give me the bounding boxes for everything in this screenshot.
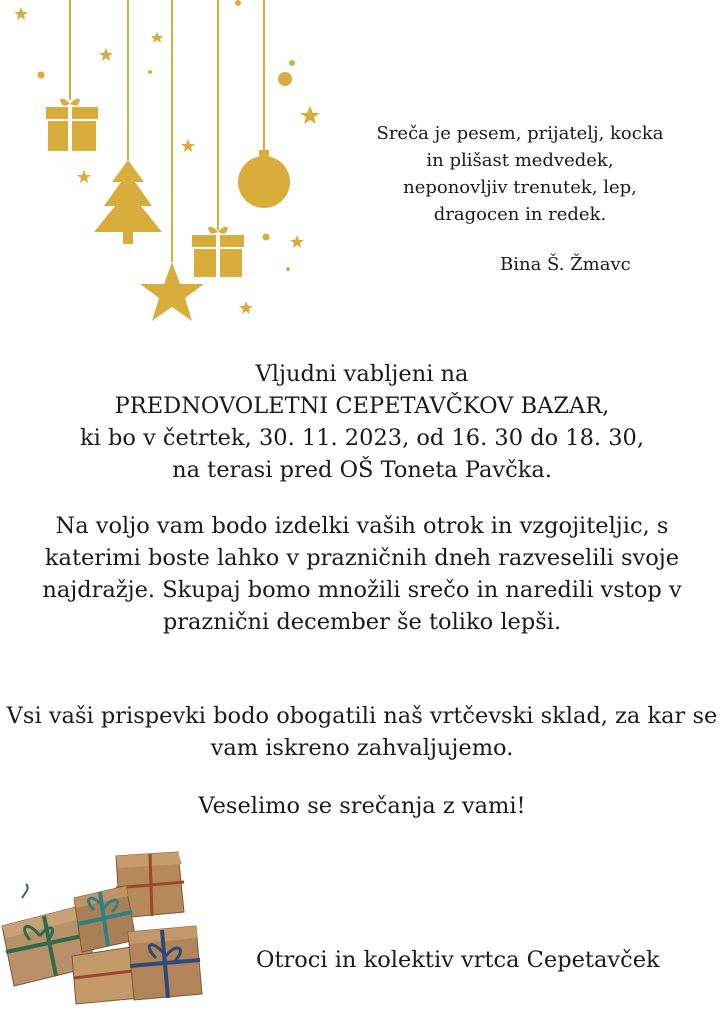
poem-line: in plišast medvedek, bbox=[426, 150, 614, 171]
poem-author: Bina Š. Žmavc bbox=[500, 254, 631, 275]
hanging-ornaments bbox=[0, 0, 340, 330]
thanks-line: Vsi vaši prispevki bodo obogatili naš vrtčevski sklad, za kar se bbox=[6, 703, 718, 729]
event-title: PREDNOVOLETNI CEPETAVČKOV BAZAR, bbox=[114, 393, 610, 419]
event-location: na terasi pred OŠ Toneta Pavčka. bbox=[172, 457, 552, 483]
gift-icon bbox=[192, 227, 244, 277]
description-line: Na voljo vam bodo izdelki vaših otrok in vzgojiteljic, s bbox=[55, 513, 669, 539]
christmas-tree-icon bbox=[94, 160, 162, 244]
gift-pile-illustration bbox=[0, 848, 220, 1024]
gift-icon bbox=[46, 99, 98, 151]
thanks-paragraph bbox=[0, 700, 724, 764]
description-line: katerimi boste lahko v prazničnih dneh razveselili svoje bbox=[44, 545, 680, 571]
bauble-icon bbox=[238, 150, 290, 208]
event-date-time: ki bo v četrtek, 30. 11. 2023, od 16. 30 do 18. 30, bbox=[79, 425, 645, 451]
greeting-line: Veselimo se srečanja z vami! bbox=[198, 793, 526, 819]
invitation-line: Vljudni vabljeni na bbox=[255, 361, 469, 387]
description-line: praznični december še toliko lepši. bbox=[162, 609, 562, 635]
poem-line: Sreča je pesem, prijatelj, kocka bbox=[376, 123, 664, 144]
poem-line: dragocen in redek. bbox=[433, 204, 607, 225]
thanks-line: vam iskreno zahvaljujemo. bbox=[210, 735, 514, 761]
description-paragraph bbox=[0, 510, 724, 638]
gift-box bbox=[74, 886, 136, 952]
poem-quote bbox=[340, 120, 700, 228]
sparkles bbox=[14, 0, 320, 314]
greeting-text bbox=[0, 790, 724, 822]
invitation-text bbox=[0, 358, 724, 486]
signature: Otroci in kolektiv vrtca Cepetavček bbox=[256, 947, 660, 973]
description-line: najdražje. Skupaj bomo množili srečo in naredili vstop v bbox=[42, 577, 682, 603]
poem-line: neponovljiv trenutek, lep, bbox=[403, 177, 637, 198]
gift-box bbox=[128, 926, 202, 1000]
